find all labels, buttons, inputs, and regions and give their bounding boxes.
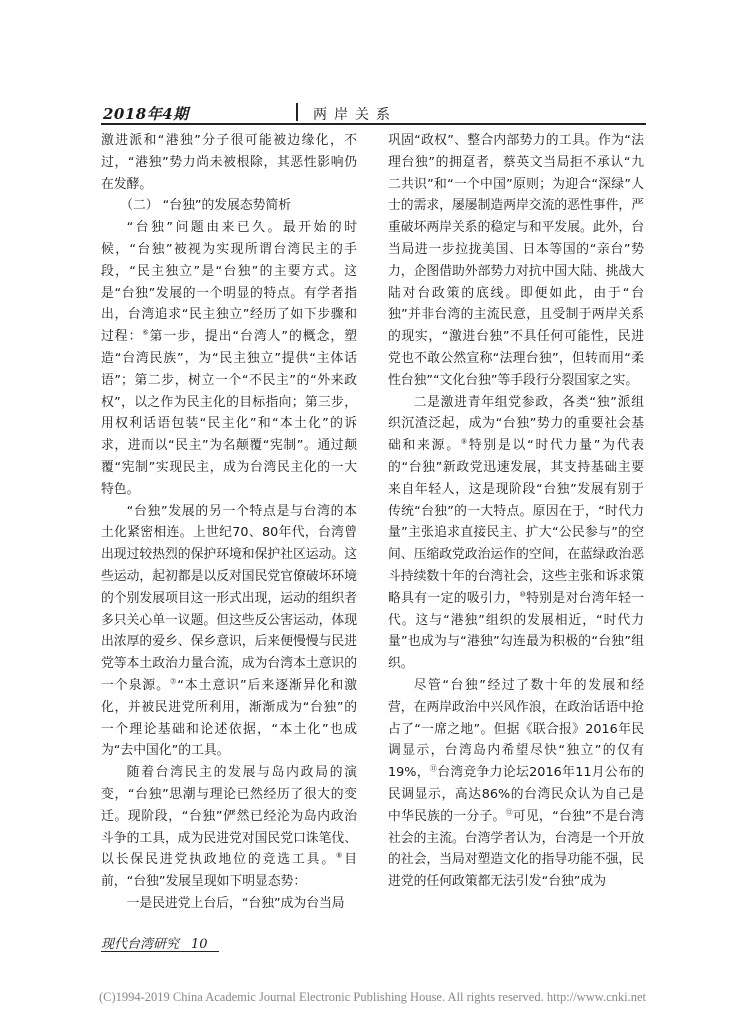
footnote-ref[interactable]: ⑫ bbox=[505, 808, 513, 817]
paragraph: 尽管“台独”经过了数十年的发展和经营，在两岸政治中兴风作浪，在政治话语中抢占了“一席之地”。但据《联合报》2016年民调显示，台湾岛内希望尽快“独立”的仅有19%，⑪台湾竞争力论坛2016年11月公布的民调显示，高达86%的台湾民众认为自己是中华民族的一分子。⑫可见，“台独”不是台湾社会的主流。台湾学者认为，台湾是一个开放的社会，当局对塑造文化的指导功能不强，民进党的任何政策都无法引发“台独”成为 bbox=[388, 677, 645, 890]
footnote-ref[interactable]: ⑥ bbox=[142, 328, 150, 337]
left-column bbox=[101, 130, 357, 915]
paragraph: “台独”问题由来已久。最开始的时候，“台独”被视为实现所谓台湾民主的手段，“民主独立”是“台独”的主要方式。这是“台独”发展的一个明显的特点。有学者指出，台湾追求“民主独立”经历了如下步骤和过程：⑥第一步，提出“台湾人”的概念，塑造“台湾民族”，为“民主独立”提供“主体话语”；第二步，树立一个“不民主”的“外来政权”，以之作为民主化的目标指向；第三步，用权利话语包装“民主化”和“本土化”的诉求，进而以“民主”为名颠覆“宪制”。通过颠覆“宪制”实现民主，成为台湾民主化的一大特色。 bbox=[101, 220, 358, 497]
section-title: 两岸关系 bbox=[313, 107, 397, 123]
running-header bbox=[101, 101, 646, 125]
page-footer bbox=[101, 933, 219, 952]
footnote-ref[interactable]: ⑨ bbox=[460, 437, 469, 446]
paragraph: 巩固“政权”、整合内部势力的工具。作为“法理台独”的拥趸者，蔡英文当局拒不承认“九二共识”和“一个中国”原则；为迎合“深绿”人士的需求，屡屡制造两岸交流的恶性事件，严重破坏两岸关系的稳定与和平发展。此外，台当局进一步拉拢美国、日本等国的“亲台”势力，企图借助外部势力对抗中国大陆、挑战大陆对台政策的底线。即便如此，由于“台独”并非台湾的主流民意，且受制于两岸关系的现实，“激进台独”不具任何可能性，民进党也不敢公然宣称“法理台独”，但转而用“柔性台独”“文化台独”等手段行分裂国家之实。 bbox=[388, 133, 644, 388]
footnote-ref[interactable]: ⑧ bbox=[336, 852, 345, 861]
journal-name: 现代台湾研究 bbox=[101, 937, 180, 952]
paragraph: “台独”发展的另一个特点是与台湾的本土化紧密相连。上世纪70、80年代，台湾曾出现过较热烈的保护环境和保护社区运动。这些运动，起初都是以反对国民党官僚破坏环境的个别发展项目这一形式出现，运动的组织者多只关心单一议题。但这些反公害运动，体现出浓厚的爱乡、保乡意识，后来便慢慢与民进党等本土政治力量合流，成为台湾本土意识的一个泉源。⑦“本土意识”后来逐渐异化和激化，并被民进党所利用，渐渐成为“台独”的一个理论基础和论述依据，“本土化”也成为“去中国化”的工具。 bbox=[101, 503, 358, 759]
footnote-ref[interactable]: ⑩ bbox=[519, 590, 527, 599]
paragraph: 激进派和“港独”分子很可能被边缘化，不过，“港独”势力尚未被根除，其恶性影响仍在发酵。 bbox=[101, 133, 357, 192]
paragraph: 一是民进党上台后，“台独”成为台当局 bbox=[126, 895, 345, 911]
issue-label: 2018年4期 bbox=[103, 105, 189, 123]
footnote-ref[interactable]: ⑦ bbox=[169, 677, 178, 686]
copyright-notice: (C)1994-2019 China Academic Journal Electronic Publishing House. All rights reserved. http://www.cnki.net bbox=[98, 990, 646, 1004]
paragraph: 随着台湾民主的发展与岛内政局的演变，“台独”思潮与理论已然经历了很大的变迁。现阶段，“台独”俨然已经沦为岛内政治斗争的工具，成为民进党对国民党口诛笔伐、以长保民进党执政地位的竞选工具。⑧目前，“台独”发展呈现如下明显态势： bbox=[101, 765, 357, 890]
header-divider bbox=[296, 103, 298, 121]
right-column bbox=[388, 130, 644, 893]
paragraph: 二是激进青年组党参政，各类“独”派组织沉渣泛起，成为“台独”势力的重要社会基础和来源。⑨特别是以“时代力量”为代表的“台独”新政党迅速发展，其支持基础主要来自年轻人，这是现阶段“台独”发展有别于传统“台独”的一大特点。原因在于，“时代力量”主张追求直接民主、扩大“公民参与”的空间、压缩政党政治运作的空间，在蓝绿政治恶斗持续数十年的台湾社会，这些主张和诉求策略具有一定的吸引力，⑩特别是对台湾年轻一代。这与“港独”组织的发展相近，“时代力量”也成为与“港独”勾连最为积极的“台独”组织。 bbox=[388, 394, 645, 672]
section-heading: （二） “台独”的发展态势简析 bbox=[120, 198, 292, 214]
footnote-ref[interactable]: ⑪ bbox=[429, 764, 438, 773]
page-number: 10 bbox=[191, 937, 208, 952]
